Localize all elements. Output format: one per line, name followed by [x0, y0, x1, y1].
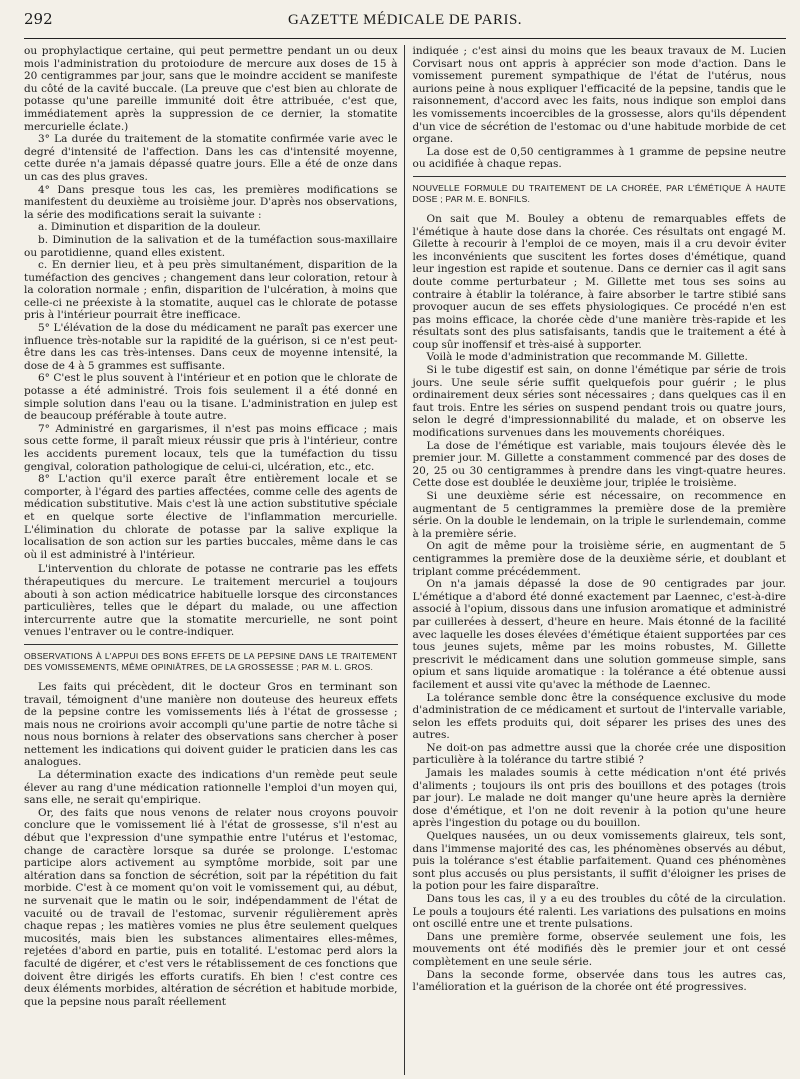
paragraph: 6° C'est le plus souvent à l'intérieur et en potion que le chlorate de potasse a été administré. Trois fois seulement il a été donné en simple solution dans l'eau ou la tisane. L'administration en julep est de beaucoup préférable à toute autre.: [24, 372, 398, 423]
paragraph: On sait que M. Bouley a obtenu de remarquables effets de l'émétique à haute dose dans la chorée. Ces résultats ont engagé M. Gilette à recourir à l'emploi de ce moyen, mais il a cru devoir éviter les inconvénients que suscitent les fortes doses d'émétique, quand leur ingestion est rapide et soutenue. Dans ce dernier cas il agit sans doute comme perturbateur ; M. Gillette met tous ses soins au contraire à établir la tolérance, à faire absorber le tartre stibié sans provoquer aucun de ses effets physiologiques. Ce procédé n'en est pas moins efficace, la chorée cède d'une manière très-rapide et les résultats sont des plus satisfaisants, tandis que le traitement a été à coup sûr inoffensif et très-aisé à supporter.: [412, 212, 786, 351]
right-column: [405, 45, 787, 1075]
paragraph: Si une deuxième série est nécessaire, on recommence en augmentant de 5 centigrammes la première dose de la première série. On la double le lendemain, on la triple le surlendemain, comme à la première série.: [412, 490, 786, 540]
paragraph: 8° L'action qu'il exerce paraît être entièrement locale et se comporter, à l'égard des parties affectées, comme celle des agents de médication substitutive. Mais c'est là une action substitutive spéciale et en quelque sorte élective de l'inflammation mercurielle. L'élimination du chlorate de potasse par la salive explique la localisation de son action sur les parties buccales, même dans le cas où il est administré à l'intérieur.: [24, 473, 398, 561]
paragraph: Or, des faits que nous venons de relater nous croyons pouvoir conclure que le vomissement lié à l'état de grossesse, s'il n'est au début que l'expression d'une sympathie entre l'utérus et l'estomac, change de caractère lorsque sa durée se prolonge. L'estomac participe alors activement au symptôme morbide, soit par une altération dans sa fonction de sécrétion, soit par la répétition du fait morbide. C'est à ce moment qu'on voit le vomissement qui, au début, ne survenait que le matin ou le soir, indépendamment de l'état de vacuité ou de travail de l'estomac, survenir régulièrement après chaque repas ; les matières vomies ne plus être seulement quelques mucosités, mais bien les substances alimentaires elles-mêmes, rejetées d'abord en partie, puis en totalité. L'estomac perd alors la faculté de digérer, et c'est vers le rétablissement de ces fonctions que doivent être dirigés les efforts curatifs. Eh bien ! c'est contre ces deux éléments morbides, altération de sécrétion et habitude morbide, que la pepsine nous paraît réellement: [24, 806, 398, 1008]
left-column: [24, 45, 404, 1075]
paragraph: a. Diminution et disparition de la douleur.: [38, 221, 261, 234]
paragraph: Si le tube digestif est sain, on donne l'émétique par série de trois jours. Une seule série suffit quelquefois pour guérir ; le plus ordinairement deux séries sont nécessaires ; dans quelques cas il en faut trois. Entre les séries on suspend pendant trois ou quatre jours, selon le degré d'impressionnabilité du malade, et on observe les modifications survenues dans les mouvements choréiques.: [412, 364, 786, 440]
paragraph: ou prophylactique certaine, qui peut permettre pendant un ou deux mois l'administration du protoiodure de mercure aux doses de 15 à 20 centigrammes par jour, sans que le moindre accident se manifeste du côté de la cavité buccale. (La preuve que c'est bien au chlorate de potasse qu'une pareille immunité doit être attribuée, c'est que, immédiatement après la suppression de ce dernier, la stomatite mercurielle éclate.): [24, 45, 398, 133]
paragraph: Voilà le mode d'administration que recommande M. Gillette.: [426, 351, 748, 364]
paragraph: La dose de l'émétique est variable, mais toujours élevée dès le premier jour. M. Gillette a constamment commencé par des doses de 20, 25 ou 30 centigrammes à prendre dans les vingt-quatre heures. Cette dose est doublée le deuxième jour, triplée le troisième.: [412, 439, 786, 490]
paragraph: Dans tous les cas, il y a eu des troubles du côté de la circulation. Le pouls a toujours été ralenti. Les variations des pulsations en moins ont oscillé entre une et trente pulsations.: [412, 893, 786, 931]
journal-title: GAZETTE MÉDICALE DE PARIS.: [287, 12, 523, 28]
paragraph: On n'a jamais dépassé la dose de 90 centigrades par jour. L'émétique a d'abord été donné exactement par Laennec, c'est-à-dire associé à l'opium, dissous dans une infusion aromatique et administré par cuillerées à dessert, d'heure en heure. Mais étonné de la facilité avec laquelle les doses élevées d'émétique étaient supportées par ces tous jeunes sujets, même par les moins robustes, M. Gillette prescrivit le médicament dans une solution gommeuse simple, sans opium et sans liquide aromatique : la tolérance a été obtenue aussi facilement et aussi vite qu'avec la méthode de Laennec.: [412, 578, 786, 691]
paragraph: Dans la seconde forme, observée dans tous les autres cas, l'amélioration et la guérison de la chorée ont été progressives.: [412, 968, 786, 994]
paragraph: 7° Administré en gargarismes, il n'est pas moins efficace ; mais sous cette forme, il paraît mieux réussir que pris à l'intérieur, contre les accidents purement locaux, tels que la tuméfaction du tissu gengival, coloration pathologique de celui-ci, ulcération, etc., etc.: [24, 422, 398, 473]
paragraph: 3° La durée du traitement de la stomatite confirmée varie avec le degré d'intensité de l'affection. Dans les cas d'intensité moyenne, cette durée n'a jamais dépassé quatre jours. Elle a été de onze dans un cas des plus graves.: [24, 133, 398, 183]
paragraph: Dans une première forme, observée seulement une fois, les mouvements ont été modifiés dès le premier jour et ont cessé complètement en une seule série.: [412, 930, 786, 968]
paragraph: b. Diminution de la salivation et de la tuméfaction sous-maxillaire ou parotidienne, quand elles existent.: [24, 233, 398, 259]
paragraph: indiquée ; c'est ainsi du moins que les beaux travaux de M. Lucien Corvisart nous ont appris à apprécier son mode d'action. Dans le vomissement purement sympathique de l'état de l'utérus, nous aurions peine à nous expliquer l'efficacité de la pepsine, tandis que le raisonnement, d'accord avec les faits, nous indique son emploi dans les vomissements incoercibles de la grossesse, alors qu'ils dépendent d'un vice de sécrétion de l'estomac ou d'une habitude morbide de cet organe.: [412, 45, 786, 146]
paragraph: La détermination exacte des indications d'un remède peut seule élever au rang d'une médication rationnelle l'emploi d'un moyen qui, sans elle, ne serait qu'empirique.: [24, 769, 398, 807]
paragraph: L'intervention du chlorate de potasse ne contrarie pas les effets thérapeutiques du mercure. Le traitement mercuriel a toujours abouti à son action médicatrice habituelle lorsque des circonstances particulières, telles que le départ du malade, ou une affection intercurrente autre que la stomatite mercurielle, ne sont point venues l'entraver ou le contre-indiquer.: [24, 563, 398, 639]
text-columns: [24, 45, 786, 1075]
paragraph: 5° L'élévation de la dose du médicament ne paraît pas exercer une influence très-notable sur la rapidité de la guérison, si ce n'est peut-être dans les cas très-intenses. Dans ceux de moyenne intensité, la dose de 4 à 5 grammes est suffisante.: [24, 322, 398, 372]
paragraph: Les faits qui précèdent, dit le docteur Gros en terminant son travail, témoignent d'une manière non douteuse des heureux effets de la pepsine contre les vomissements liés à l'état de grossesse ; mais nous ne croirions avoir accompli qu'une partie de notre tâche si nous nous bornions à relater des observations sans chercher à poser nettement les indications qui doivent guider le praticien dans les cas analogues.: [24, 680, 398, 769]
paragraph: c. En dernier lieu, et à peu près simultanément, disparition de la tuméfaction des gencives ; changement dans leur coloration, retour à la coloration normale ; enfin, disparition de l'ulcération, à moins que celle-ci ne préexiste à la stomatite, auquel cas le chlorate de potasse pris à l'intérieur pourrait être inefficace.: [24, 259, 398, 322]
page-header: [24, 10, 786, 39]
paragraph: Ne doit-on pas admettre aussi que la chorée crée une disposition particulière à la tolérance du tartre stibié ?: [412, 741, 786, 767]
paragraph: Quelques nausées, un ou deux vomissements glaireux, tels sont, dans l'immense majorité des cas, les phénomènes observés au début, puis la tolérance s'est établie parfaitement. Quand ces phénomènes sont plus accusés ou plus persistants, il suffit d'éloigner les prises de la potion pour les faire disparaître.: [412, 830, 786, 893]
paragraph: Jamais les malades soumis à cette médication n'ont été privés d'aliments ; toujours ils ont pris des bouillons et des potages (trois par jour). Le malade ne doit manger qu'une heure après la dernière dose d'émétique, et l'on ne doit revenir à la potion qu'une heure après l'ingestion du potage ou du bouillon.: [412, 767, 786, 830]
page-number: 292: [24, 10, 53, 28]
paragraph: 4° Dans presque tous les cas, les premières modifications se manifestent du deuxième au troisième jour. D'après nos observations, la série des modifications serait la suivante :: [24, 183, 398, 221]
paragraph: La tolérance semble donc être la conséquence exclusive du mode d'administration de ce médicament et surtout de l'intervalle variable, selon les effets produits qui, doit séparer les prises des unes des autres.: [412, 691, 786, 742]
paragraph: La dose est de 0,50 centigrammes à 1 gramme de pepsine neutre ou acidifiée à chaque repas.: [412, 145, 786, 171]
section-title: NOUVELLE FORMULE DU TRAITEMENT DE LA CHORÉE, PAR L'ÉMÉTIQUE À HAUTE DOSE ; PAR M. E. BONFILS.: [413, 176, 787, 205]
paragraph: On agit de même pour la troisième série, en augmentant de 5 centigrammes la première dose de la deuxième série, et doublant et triplant comme précédemment.: [412, 540, 786, 578]
section-title: OBSERVATIONS À L'APPUI DES BONS EFFETS DE LA PEPSINE DANS LE TRAITEMENT DES VOMISSEMENTS, MÊME OPINIÂTRES, DE LA GROSSESSE ; PAR M. L. GROS.: [24, 644, 398, 673]
